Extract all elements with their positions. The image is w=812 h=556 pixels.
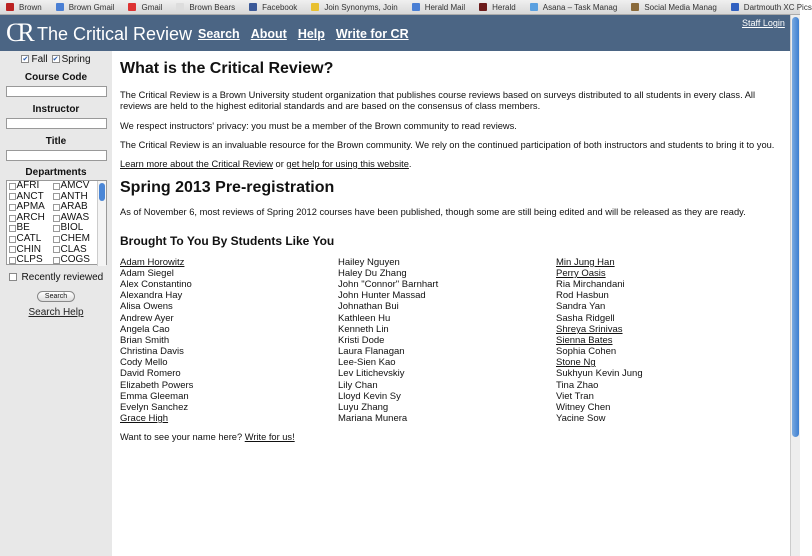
period-text: . [408,159,412,170]
bookmark-label: Join Synonyms, Join [324,2,398,12]
bookmark-favicon-icon [479,3,487,11]
course-code-input[interactable] [6,86,107,97]
bookmark-label: Gmail [141,2,163,12]
bookmark-label: Brown [19,2,42,12]
fall-label: Fall [31,54,48,65]
contributor-name: Hailey Nguyen [338,256,400,268]
course-code-label: Course Code [24,72,88,83]
contributor-name: Rod Hasbun [556,290,609,302]
contributor-name: Cody Mello [120,357,168,369]
bookmark-item[interactable] [128,3,162,12]
departments-list[interactable] [6,180,107,265]
nav-about[interactable]: About [250,27,287,41]
write-for-us-link[interactable]: Write for us! [244,432,295,443]
departments-scrollbar[interactable] [97,181,106,266]
cr-logo[interactable]: CR [6,18,29,47]
search-button[interactable]: Search [37,291,75,302]
search-help-link[interactable]: Search Help [28,307,84,318]
department-checkbox[interactable] [51,255,95,266]
contributor-name: Luyu Zhang [338,401,389,413]
contributor-link[interactable]: Shreya Srinivas [556,323,623,335]
or-text: or [272,159,287,170]
contributor-name: Viet Tran [556,390,594,402]
bookmark-item[interactable] [6,3,42,12]
contributor-name: Lev Litichevskiy [338,368,405,380]
department-checkbox[interactable] [7,181,51,192]
department-label: ARCH [16,211,45,223]
nav-help[interactable]: Help [297,27,325,41]
contributor-name: Adam Siegel [120,267,174,279]
page-scrollbar[interactable] [790,15,800,556]
credits-column [556,257,774,424]
about-heading: What is the Critical Review? [120,60,334,77]
department-checkbox[interactable] [51,181,95,192]
contributor-name: Johnathan Bui [338,301,399,313]
spring-label: Spring [61,54,91,65]
department-label: ARAB [60,201,88,213]
bookmark-label: Social Media Manag [644,2,717,12]
contributor-name: Sasha Ridgell [556,312,615,324]
contributor-link[interactable]: Perry Oasis [556,267,606,279]
bookmark-item[interactable] [311,3,397,12]
bookmark-label: Herald [492,2,516,12]
spring-checkbox[interactable]: ✔ Spring [52,54,91,65]
contributor-name: Lily Chan [338,379,378,391]
department-checkbox[interactable] [7,234,51,245]
credits-list [120,257,785,424]
bookmark-favicon-icon [6,3,14,11]
department-label: ANCT [16,190,44,202]
contributor-name: Kenneth Lin [338,323,389,335]
contributor-name: Lee-Sien Kao [338,357,396,369]
contributor-name: Emma Gleeman [120,390,189,402]
bookmark-favicon-icon [412,3,420,11]
want-text: Want to see your name here? [120,432,245,443]
contributor-name: Elizabeth Powers [120,379,194,391]
scrollbar-thumb[interactable] [792,17,799,437]
contributor-name: Alexandra Hay [120,290,183,302]
bookmark-item[interactable] [631,3,716,12]
bookmark-label: Brown Gmail [68,2,115,12]
nav-write-for-cr[interactable]: Write for CR [335,27,409,41]
write-invite [120,432,785,443]
bookmark-item[interactable] [731,3,812,12]
departments-scroll-thumb[interactable] [99,183,105,201]
credits-heading: Brought To You By Students Like You [120,233,335,248]
contributor-name: Yacine Sow [556,413,606,425]
preregistration-heading: Spring 2013 Pre-registration [120,179,335,197]
contributor-name: Brian Smith [120,334,170,346]
recently-reviewed-checkbox[interactable] [0,272,112,283]
contributor-link[interactable]: Adam Horowitz [120,256,185,268]
contributor-name: Alisa Owens [120,301,173,313]
departments-label: Departments [25,167,87,178]
bookmark-favicon-icon [249,3,257,11]
department-label: CHIN [16,243,41,255]
nav-search[interactable]: Search [198,27,240,41]
department-label: CLAS [60,243,87,255]
department-label: AMCV [60,180,90,191]
contributor-name: John Hunter Massad [338,290,426,302]
bookmark-favicon-icon [530,3,538,11]
contributor-name: Alex Constantino [120,279,192,291]
department-label: COGS [60,254,90,266]
department-label: CATL [16,232,42,244]
contributor-name: John "Connor" Barnhart [338,279,439,291]
bookmark-item[interactable] [530,3,618,12]
credits-column [120,257,338,424]
department-label: BIOL [60,222,84,234]
contributor-name: Witney Chen [556,401,611,413]
bookmark-label: Facebook [262,2,298,12]
site-header [0,15,790,51]
bookmarks-bar [0,0,812,15]
bookmark-label: Herald Mail [424,2,466,12]
bookmark-favicon-icon [176,3,184,11]
contributor-name: Haley Du Zhang [338,267,407,279]
contributor-link[interactable]: Grace High [120,413,169,425]
bookmark-label: Brown Bears [189,2,236,12]
instructor-label: Instructor [32,104,80,115]
bookmark-favicon-icon [311,3,319,11]
site-title[interactable]: The Critical Review [37,24,193,44]
contributor-link[interactable]: Stone Ng [556,357,596,369]
search-sidebar [0,51,112,556]
contributor-name: Angela Cao [120,323,170,335]
recently-reviewed-label: Recently reviewed [21,272,104,283]
department-label: AFRI [16,180,40,191]
contributor-link[interactable]: Sienna Bates [556,334,613,346]
bookmark-item[interactable] [56,3,115,12]
contributor-name: Christina Davis [120,346,184,358]
bookmark-favicon-icon [56,3,64,11]
bookmark-favicon-icon [631,3,639,11]
contributor-name: Sophia Cohen [556,346,617,358]
fall-checkbox[interactable]: ✔ Fall [22,54,48,65]
title-label: Title [45,136,67,147]
main-content [120,51,785,451]
contributor-name: Sandra Yan [556,301,606,313]
contributor-name: Ria Mirchandani [556,279,625,291]
contributor-name: Kristi Dode [338,334,385,346]
bookmark-label: Dartmouth XC Pics [743,2,812,12]
department-label: CHEM [60,232,90,244]
department-label: BE [16,222,30,234]
contributor-name: Kathleen Hu [338,312,391,324]
learn-more-link[interactable]: Learn more about the Critical Review [120,159,273,170]
contributor-name: Tina Zhao [556,379,599,391]
main-nav [198,27,409,41]
contributor-name: Andrew Ayer [120,312,174,324]
instructor-input[interactable] [6,118,107,129]
bookmark-favicon-icon [731,3,739,11]
contributor-name: Sukhyun Kevin Jung [556,368,643,380]
bookmark-item[interactable] [479,3,516,12]
staff-login-link[interactable]: Staff Login [742,18,785,28]
bookmark-label: Asana – Task Manag [542,2,618,12]
department-checkbox[interactable] [7,255,51,266]
contributor-name: Evelyn Sanchez [120,401,189,413]
department-label: CLPS [16,254,43,266]
department-checkbox[interactable] [51,234,95,245]
department-label: AWAS [60,211,90,223]
title-input[interactable] [6,150,107,161]
bookmark-item[interactable] [249,3,297,12]
preregistration-paragraph: As of November 6, most reviews of Spring 2012 courses have been published, though some are still being edited and will be released as they are ready. [120,207,746,218]
contributor-name: David Romero [120,368,181,380]
department-label: ANTH [60,190,88,202]
contributor-link[interactable]: Min Jung Han [556,256,615,268]
resource-paragraph: The Critical Review is an invaluable resource for the Brown community. We rely on the continued participation of both instructors and students to bring it to you. [120,139,775,150]
credits-column [338,257,556,424]
intro-paragraph: The Critical Review is a Brown University student organization that publishes course reviews based on surveys distributed to all students in every class. All reviews are held to the highest editorial standards and are based on the consensus of class members. [120,90,756,112]
bookmark-item[interactable] [176,3,235,12]
bookmark-favicon-icon [128,3,136,11]
get-help-link[interactable]: get help for using this website [286,159,409,170]
contributor-name: Mariana Munera [338,413,408,425]
contributor-name: Lloyd Kevin Sy [338,390,401,402]
department-label: APMA [16,201,45,213]
contributor-name: Laura Flanagan [338,346,405,358]
privacy-paragraph: We respect instructors' privacy: you must be a member of the Brown community to read reviews. [120,120,517,131]
bookmark-item[interactable] [412,3,465,12]
links-paragraph [120,159,785,170]
